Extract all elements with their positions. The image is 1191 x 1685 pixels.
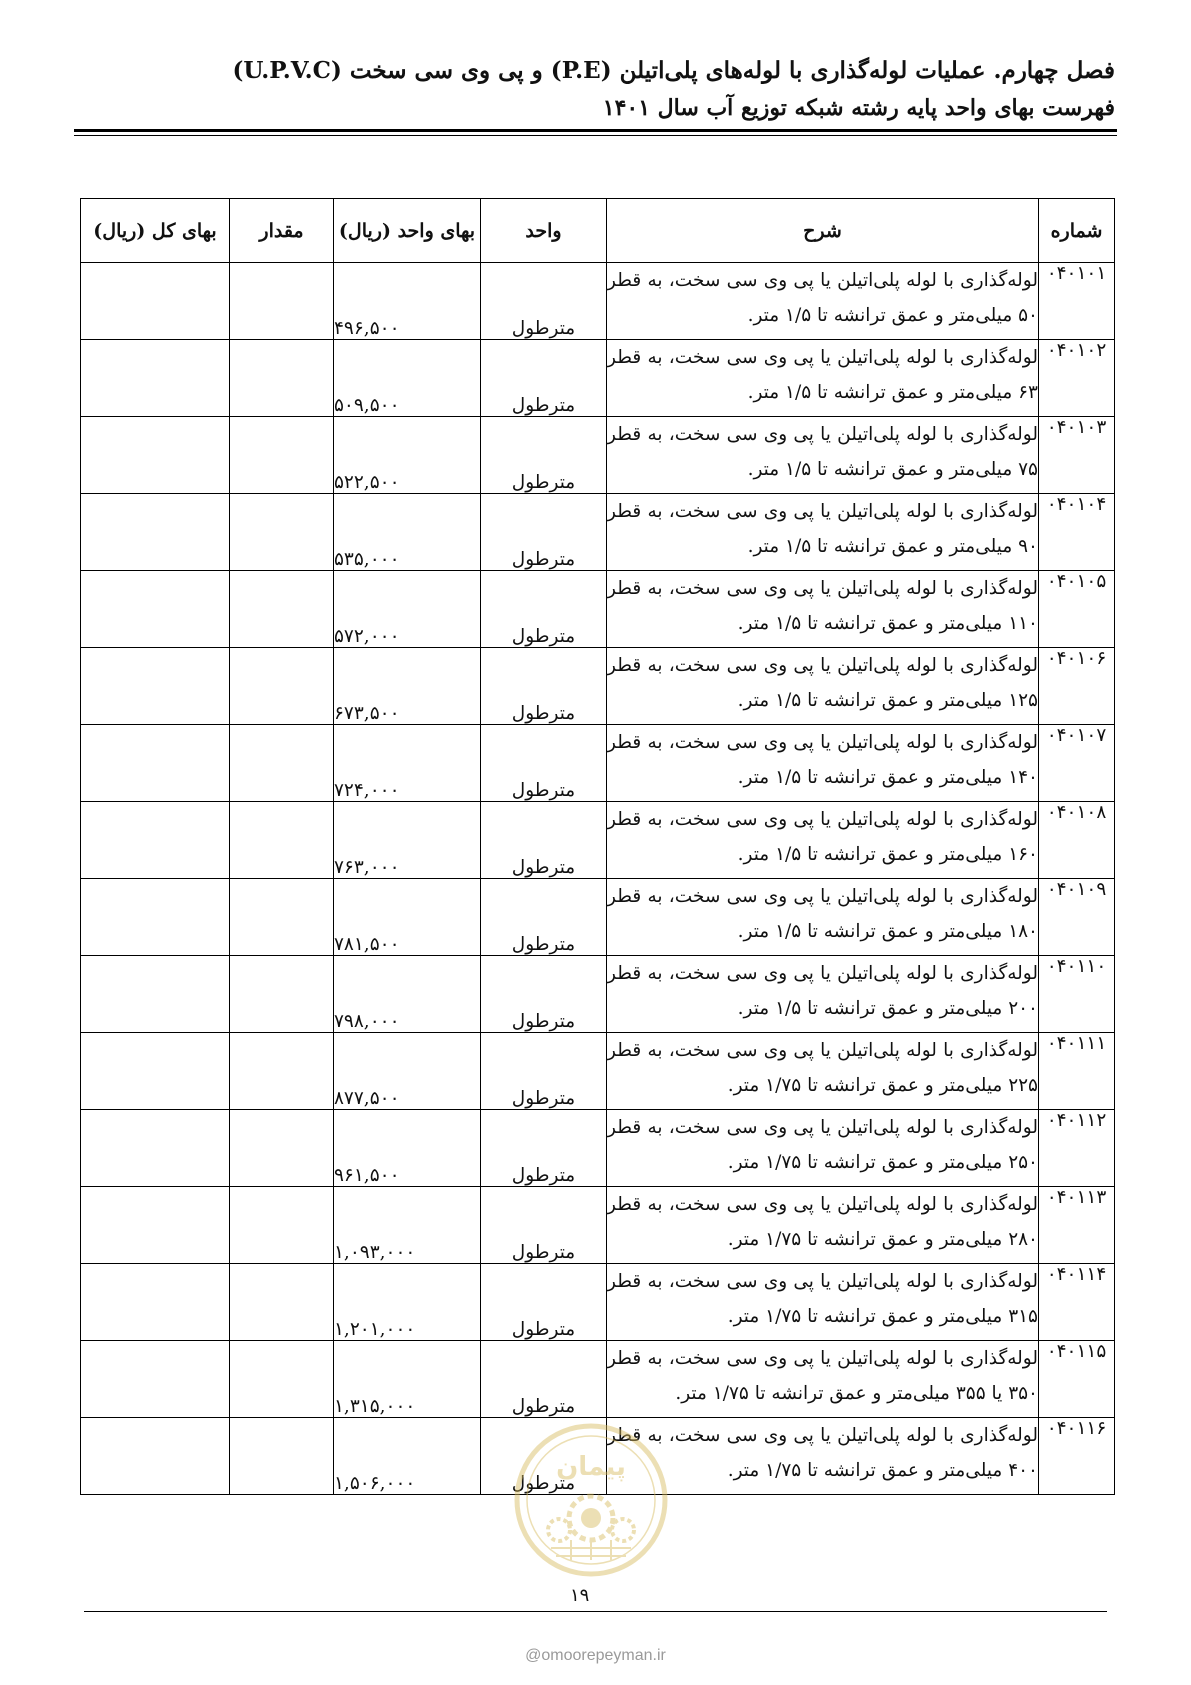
page-header [75,52,1115,126]
item-unit: مترطول [481,648,607,725]
item-number: ۰۴۰۱۱۰ [1039,956,1115,1033]
item-unit-price: ۷۸۱,۵۰۰ [334,879,481,956]
column-header-unit-price: بهای واحد (ریال) [334,199,481,263]
item-unit: مترطول [481,1187,607,1264]
item-number: ۰۴۰۱۱۶ [1039,1418,1115,1495]
table-row [81,494,1115,571]
item-description: لوله‌گذاری با لوله پلی‌اتیلن یا پی وی سی سخت، به قطر ۲۸۰ میلی‌متر و عمق ترانشه تا ۱/۷۵ متر. [607,1187,1039,1264]
table-row [81,263,1115,340]
header-rule-thick [74,129,1117,132]
item-number: ۰۴۰۱۱۳ [1039,1187,1115,1264]
item-unit: مترطول [481,956,607,1033]
column-header-quantity: مقدار [230,199,334,263]
item-total-price [81,879,230,956]
item-number: ۰۴۰۱۰۶ [1039,648,1115,725]
item-quantity [230,648,334,725]
column-header-description: شرح [607,199,1039,263]
item-total-price [81,1264,230,1341]
item-quantity [230,340,334,417]
item-quantity [230,725,334,802]
table-row [81,1110,1115,1187]
item-number: ۰۴۰۱۰۱ [1039,263,1115,340]
item-unit: مترطول [481,1418,607,1495]
footer-rule [84,1611,1107,1612]
seal-text: پیمان [556,1452,626,1482]
item-description: لوله‌گذاری با لوله پلی‌اتیلن یا پی وی سی سخت، به قطر ۹۰ میلی‌متر و عمق ترانشه تا ۱/۵ متر. [607,494,1039,571]
item-total-price [81,1418,230,1495]
table-row [81,648,1115,725]
table-row [81,725,1115,802]
column-header-total-price: بهای کل (ریال) [81,199,230,263]
header-rule-thin [74,135,1117,136]
item-unit: مترطول [481,494,607,571]
item-description: لوله‌گذاری با لوله پلی‌اتیلن یا پی وی سی سخت، به قطر ۳۱۵ میلی‌متر و عمق ترانشه تا ۱/۷۵ متر. [607,1264,1039,1341]
table-row [81,802,1115,879]
item-total-price [81,1110,230,1187]
item-quantity [230,879,334,956]
item-quantity [230,494,334,571]
table-row [81,879,1115,956]
item-unit: مترطول [481,725,607,802]
item-quantity [230,1341,334,1418]
item-description: لوله‌گذاری با لوله پلی‌اتیلن یا پی وی سی سخت، به قطر ۷۵ میلی‌متر و عمق ترانشه تا ۱/۵ متر. [607,417,1039,494]
item-unit: مترطول [481,1341,607,1418]
item-unit-price: ۵۷۲,۰۰۰ [334,571,481,648]
table-row [81,956,1115,1033]
item-description: لوله‌گذاری با لوله پلی‌اتیلن یا پی وی سی سخت، به قطر ۵۰ میلی‌متر و عمق ترانشه تا ۱/۵ متر. [607,263,1039,340]
item-unit-price: ۷۶۳,۰۰۰ [334,802,481,879]
item-unit-price: ۹۶۱,۵۰۰ [334,1110,481,1187]
item-number: ۰۴۰۱۰۵ [1039,571,1115,648]
table-row [81,1033,1115,1110]
item-quantity [230,571,334,648]
chapter-title: فصل چهارم. عملیات لوله‌گذاری با لوله‌های پلی‌اتیلن (P.E) و پی وی سی سخت (U.P.V.C) [232,57,1115,84]
item-quantity [230,1187,334,1264]
item-description: لوله‌گذاری با لوله پلی‌اتیلن یا پی وی سی سخت، به قطر ۲۲۵ میلی‌متر و عمق ترانشه تا ۱/۷۵ متر. [607,1033,1039,1110]
table-row [81,1187,1115,1264]
column-header-unit: واحد [481,199,607,263]
item-number: ۰۴۰۱۱۲ [1039,1110,1115,1187]
item-unit-price: ۶۷۳,۵۰۰ [334,648,481,725]
item-description: لوله‌گذاری با لوله پلی‌اتیلن یا پی وی سی سخت، به قطر ۳۵۰ یا ۳۵۵ میلی‌متر و عمق ترانشه تا ۱/۷۵ متر. [607,1341,1039,1418]
item-number: ۰۴۰۱۰۳ [1039,417,1115,494]
item-unit: مترطول [481,802,607,879]
item-unit-price: ۵۳۵,۰۰۰ [334,494,481,571]
item-unit-price: ۸۷۷,۵۰۰ [334,1033,481,1110]
item-number: ۰۴۰۱۱۵ [1039,1341,1115,1418]
table-row [81,340,1115,417]
item-description: لوله‌گذاری با لوله پلی‌اتیلن یا پی وی سی سخت، به قطر ۱۲۵ میلی‌متر و عمق ترانشه تا ۱/۵ متر. [607,648,1039,725]
table-row [81,1264,1115,1341]
item-total-price [81,494,230,571]
item-unit: مترطول [481,879,607,956]
item-quantity [230,1110,334,1187]
item-number: ۰۴۰۱۰۷ [1039,725,1115,802]
item-unit-price: ۱,۲۰۱,۰۰۰ [334,1264,481,1341]
table-body [81,263,1115,1495]
item-unit-price: ۱,۵۰۶,۰۰۰ [334,1418,481,1495]
table-row [81,417,1115,494]
item-unit: مترطول [481,1264,607,1341]
item-total-price [81,648,230,725]
item-number: ۰۴۰۱۰۴ [1039,494,1115,571]
item-total-price [81,263,230,340]
table-header-row [81,199,1115,263]
item-unit: مترطول [481,417,607,494]
column-header-number: شماره [1039,199,1115,263]
item-unit-price: ۷۹۸,۰۰۰ [334,956,481,1033]
item-description: لوله‌گذاری با لوله پلی‌اتیلن یا پی وی سی سخت، به قطر ۶۳ میلی‌متر و عمق ترانشه تا ۱/۵ متر. [607,340,1039,417]
item-total-price [81,1187,230,1264]
item-unit: مترطول [481,1033,607,1110]
item-unit: مترطول [481,340,607,417]
item-number: ۰۴۰۱۱۱ [1039,1033,1115,1110]
item-total-price [81,1341,230,1418]
item-unit: مترطول [481,1110,607,1187]
item-quantity [230,417,334,494]
item-description: لوله‌گذاری با لوله پلی‌اتیلن یا پی وی سی سخت، به قطر ۱۸۰ میلی‌متر و عمق ترانشه تا ۱/۵ متر. [607,879,1039,956]
item-quantity [230,956,334,1033]
item-unit-price: ۱,۰۹۳,۰۰۰ [334,1187,481,1264]
item-unit-price: ۴۹۶,۵۰۰ [334,263,481,340]
item-unit-price: ۱,۳۱۵,۰۰۰ [334,1341,481,1418]
item-quantity [230,1033,334,1110]
table-row [81,1341,1115,1418]
item-total-price [81,417,230,494]
item-total-price [81,1033,230,1110]
item-quantity [230,802,334,879]
item-total-price [81,956,230,1033]
item-quantity [230,1264,334,1341]
item-description: لوله‌گذاری با لوله پلی‌اتیلن یا پی وی سی سخت، به قطر ۱۶۰ میلی‌متر و عمق ترانشه تا ۱/۵ متر. [607,802,1039,879]
price-list-table [80,198,1115,1495]
item-total-price [81,725,230,802]
table-row [81,571,1115,648]
seal-watermark [511,1420,671,1580]
page-number: ۱۹ [570,1585,590,1606]
item-number: ۰۴۰۱۰۲ [1039,340,1115,417]
item-description: لوله‌گذاری با لوله پلی‌اتیلن یا پی وی سی سخت، به قطر ۱۱۰ میلی‌متر و عمق ترانشه تا ۱/۵ متر. [607,571,1039,648]
item-number: ۰۴۰۱۰۸ [1039,802,1115,879]
item-total-price [81,802,230,879]
item-description: لوله‌گذاری با لوله پلی‌اتیلن یا پی وی سی سخت، به قطر ۴۰۰ میلی‌متر و عمق ترانشه تا ۱/۷۵ متر. [607,1418,1039,1495]
item-total-price [81,340,230,417]
item-description: لوله‌گذاری با لوله پلی‌اتیلن یا پی وی سی سخت، به قطر ۱۴۰ میلی‌متر و عمق ترانشه تا ۱/۵ متر. [607,725,1039,802]
item-unit-price: ۵۲۲,۵۰۰ [334,417,481,494]
item-total-price [81,571,230,648]
item-unit-price: ۵۰۹,۵۰۰ [334,340,481,417]
item-description: لوله‌گذاری با لوله پلی‌اتیلن یا پی وی سی سخت، به قطر ۲۰۰ میلی‌متر و عمق ترانشه تا ۱/۵ متر. [607,956,1039,1033]
item-number: ۰۴۰۱۱۴ [1039,1264,1115,1341]
item-description: لوله‌گذاری با لوله پلی‌اتیلن یا پی وی سی سخت، به قطر ۲۵۰ میلی‌متر و عمق ترانشه تا ۱/۷۵ متر. [607,1110,1039,1187]
item-number: ۰۴۰۱۰۹ [1039,879,1115,956]
website-watermark: @omoorepeyman.ir [525,1647,666,1664]
document-title: فهرست بهای واحد پایه رشته شبکه توزیع آب سال ۱۴۰۱ [602,95,1115,121]
item-unit: مترطول [481,571,607,648]
item-unit: مترطول [481,263,607,340]
item-quantity [230,1418,334,1495]
item-unit-price: ۷۲۴,۰۰۰ [334,725,481,802]
item-quantity [230,263,334,340]
